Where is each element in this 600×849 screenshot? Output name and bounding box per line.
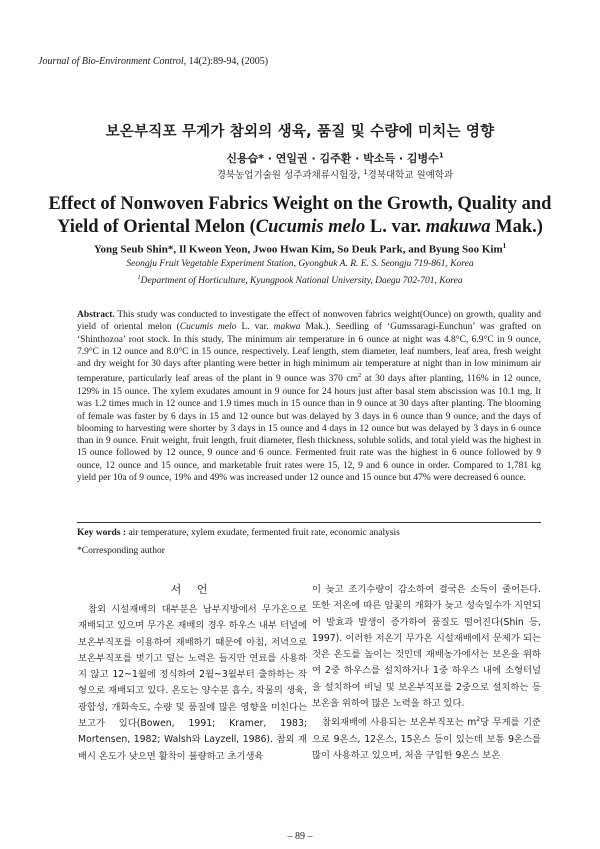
body-column-right (312, 582, 541, 764)
section-heading: 서 언 (170, 583, 214, 596)
english-affiliation-1: Seongju Fruit Vegetable Experiment Station, Gyongbuk A. R. E. S. Seongju 719-861, Korea (126, 259, 474, 269)
korean-authors-sup: 1 (438, 151, 444, 160)
abstract-text-4: at 30 days after planting, 116% in 12 ounce, 129% in 15 ounce. The xylem exudates amount in 9 ounce for 24 hours just after basal stem abscission was 10.1 mg. It was 1.2 times much in 12 ounce and 1.9 times much in 15 ounce than in 9 ounce at 30 days after planting. The blooming of female was faster by 6 days in 15 and 12 ounce but was delayed by 3 days in 6 ounce than 9 ounce, and the days of blooming to harvesting were shorter by 3 days in 15 ounce and 4 days in 12 ounce but was delayed by 3 days in 6 ounce than in 9 ounce. Fruit weight, fruit length, fruit diameter, flesh thickness, soluble solids, and total yield was the highest in 15 ounce followed by 12 ounce, 9 ounce and 6 ounce. Fermented fruit rate was the highest in 6 ounce followed by 9 ounce, 12 ounce and 15 ounce, and marketable fruit rates were 15, 12, 9 and 6 ounce in order. Compared to 1,781 kg yield per 10a of 9 ounce, 19% and 49% was increased under 12 ounce and 15 ounce but 47% were decreased 6 ounce. (77, 374, 542, 484)
korean-authors (0, 150, 600, 166)
abstract-sup: 2 (358, 372, 362, 380)
english-affiliation-2: Department of Horticulture, Kyungpook National University, Daegu 702-701, Korea (140, 276, 463, 287)
english-authors (0, 242, 600, 256)
keywords-label: Key words : (77, 528, 127, 538)
korean-authors-text: 신용습* · 연일권 · 김주환 · 박소득 · 김병수 (226, 152, 439, 165)
english-affiliation (0, 258, 600, 288)
korean-affiliation-sup: 1 (363, 167, 368, 176)
english-title-line2 (0, 216, 600, 239)
body-paragraph: 이 늦고 조기수량이 감소하여 결국은 소득이 줄어든다. 또한 저온에 따른 암꽃의 개화가 늦고 성숙일수가 지연되어 발효과 발생이 증가하여 품질도 떨어진다(Shin 등, 1997). 이러한 저온기 무가온 시설재배에서 문제가 되는 것은 온도를 높이는 것인데 재배농가에서는 보온을 위하여 2중 하우스를 설치하거나 1중 하우스 내에 소형터널을 설치하여 비닐 및 보온부직포를 2중으로 설치하는 등 보온을 위하여 많은 노력을 하고 있다. (312, 584, 541, 710)
corresponding-author-note: *Corresponding author (77, 546, 165, 556)
korean-title: 보온부직포 무게가 참외의 생육, 품질 및 수량에 미치는 영향 (105, 124, 495, 140)
keywords (77, 528, 541, 538)
english-affiliation-2-line (0, 271, 600, 288)
abstract (77, 309, 541, 484)
english-authors-sup: 1 (502, 242, 507, 250)
journal-issue: 14(2):89-94, (2005) (186, 56, 269, 67)
english-title-line2-a: Yield of Oriental Melon ( (57, 217, 256, 237)
english-title-species: Cucumis melo (255, 217, 366, 237)
body-column-left (78, 602, 307, 765)
journal-citation (38, 56, 268, 67)
english-title-variety: makuwa (425, 217, 491, 237)
korean-affiliation-1: 경북농업기술원 성주과채류시험장, (216, 170, 364, 181)
korean-affiliation (0, 167, 600, 181)
english-title-line1: Effect of Nonwoven Fabrics Weight on the Growth, Quality and (48, 194, 552, 214)
english-affiliation-2-sup: 1 (137, 274, 141, 281)
body-paragraph (312, 712, 541, 764)
english-authors-text: Yong Seub Shin*, Il Kweon Yeon, Jwoo Hwan Kim, So Deuk Park, and Byung Soo Kim (93, 243, 503, 256)
english-title-line2-b: L. var. (365, 217, 426, 237)
page-number: – 89 – (287, 831, 313, 842)
body-paragraph: 참외 시설재배의 대부분은 남부지방에서 무가온으로 재배되고 있으며 무가온 재배의 경우 하우스 내부 터널에 보온부직포를 이용하여 재배하기 때문에 아침, 저녁으로 보온부직포를 벗기고 덮는 노력은 들지만 연료를 사용하지 않고 12~1월에 정식하여 2월~3월부터 출하하는 작형으로 재배되고 있다. 온도는 양수분 흡수, 작물의 생육, 광합성, 개화속도, 수량 및 품질에 많은 영향을 미친다는 보고가 있다(Bowen, 1991; Kramer, 1983; Mortensen, 1982; Walsh와 Layzell, 1986). 참외 재배시 온도가 낮으면 활착이 불량하고 초기생육 (78, 604, 307, 762)
body-sup: 2 (476, 716, 481, 724)
abstract-text-2: L. var. (236, 322, 274, 333)
abstract-text-3: Mak.). Seedling of ‘Gumssaragi-Eunchun’ was grafted on ‘Shinthozoa’ root stock. In this study, The minimum air temperature in 6 ounce at night was 4.8°C, 6.9°C in 9 ounce, 7.9°C in 12 ounce and 8.0°C in 15 ounce, respectively. Leaf length, stem diameter, leaf numbers, leaf area, fresh weight and dry weight for 30 days after planting were better in high minimum air temperature at night than in low minimum air temperature, particularly leaf areas of the plant in 9 ounce was 370 cm (77, 322, 541, 385)
body-text: 당 무게를 기준으로 9온스, 12온스, 15온스 등이 있는데 보통 9온스를 많이 사용하고 있으며, 처음 구입한 9온스 보온 (312, 717, 541, 762)
keywords-divider (77, 522, 541, 523)
abstract-text-1: This study was conducted to investigate the effect of nonwoven fabrics weight(Ounce) on growth, quality and yield of oriental melon ( (77, 310, 541, 333)
journal-name: Journal of Bio-Environment Control, (38, 56, 187, 67)
korean-affiliation-2: 경북대학교 원예학과 (367, 170, 454, 181)
abstract-variety: makwa (273, 322, 301, 333)
abstract-species: Cucumis melo (179, 322, 237, 333)
abstract-label: Abstract. (77, 310, 115, 320)
body-text: 참외재배에 사용되는 보온부직포는 m (322, 717, 477, 729)
keywords-text: air temperature, xylem exudate, fermented fruit rate, economic analysis (126, 528, 400, 538)
english-title-line2-c: Mak.) (490, 217, 543, 237)
english-title (0, 193, 600, 239)
